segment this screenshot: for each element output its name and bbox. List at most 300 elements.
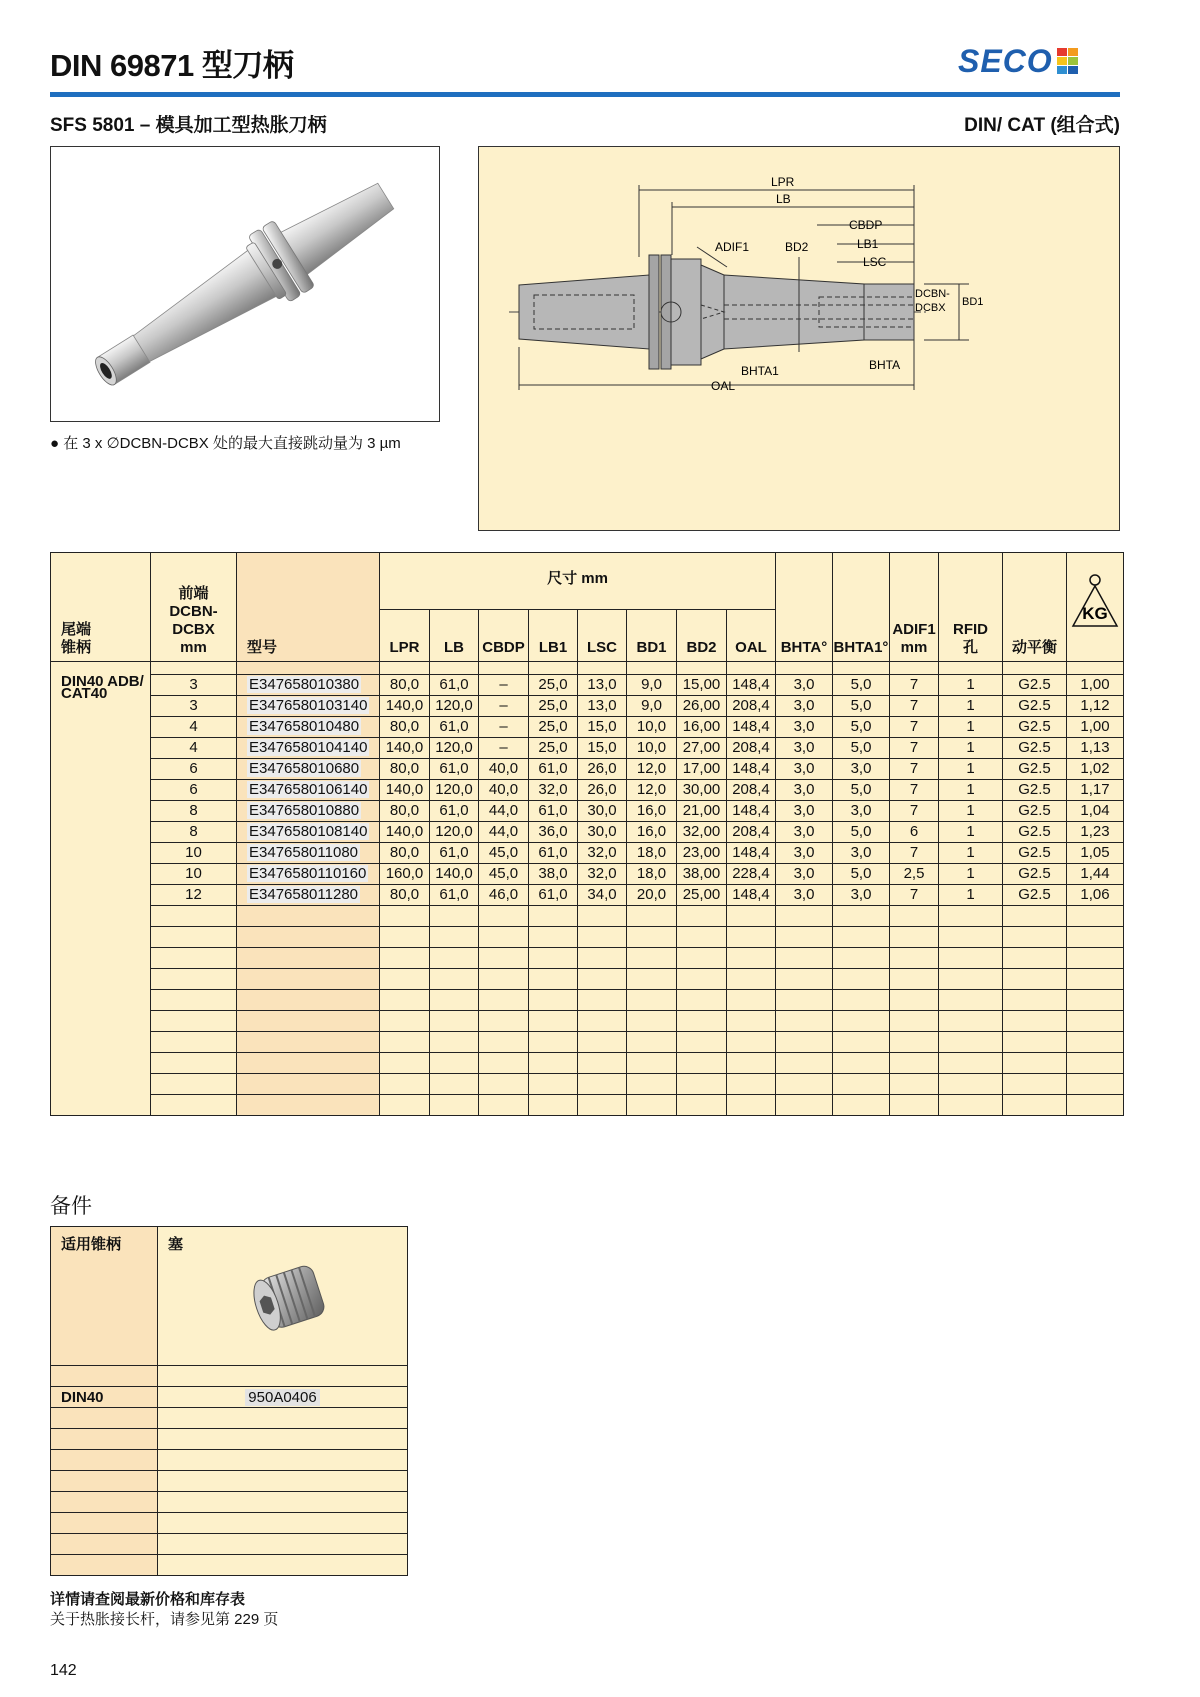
cell-value: 80,0 xyxy=(389,844,420,861)
table-cell xyxy=(890,1032,939,1053)
cell-value: 3,0 xyxy=(850,802,872,819)
table-cell xyxy=(529,948,578,969)
table-cell xyxy=(380,1032,430,1053)
table-cell xyxy=(578,1011,627,1032)
table-cell xyxy=(430,1053,479,1074)
table-cell xyxy=(677,759,727,780)
cell-value: 3 xyxy=(189,697,198,714)
table-cell xyxy=(479,948,529,969)
table-cell xyxy=(833,948,890,969)
model-number-cell xyxy=(237,927,380,948)
table-cell xyxy=(627,990,677,1011)
table-cell xyxy=(677,717,727,738)
table-cell xyxy=(1067,1032,1124,1053)
table-cell xyxy=(151,759,237,780)
table-cell xyxy=(1067,990,1124,1011)
cell-value: 10 xyxy=(185,865,202,882)
model-number-cell xyxy=(237,948,380,969)
empty-cell xyxy=(51,1450,158,1471)
footer-page-reference: 关于热胀接长杆，请参见第 229 页 xyxy=(50,1611,279,1628)
table-row xyxy=(51,675,1124,696)
col-header-rfid xyxy=(939,553,1003,662)
table-row xyxy=(51,696,1124,717)
cell-value: 25,00 xyxy=(682,886,721,903)
table-cell xyxy=(578,1074,627,1095)
table-cell xyxy=(727,1032,776,1053)
table-cell xyxy=(939,948,1003,969)
table-cell xyxy=(151,675,237,696)
cell-value: 5,0 xyxy=(850,823,872,840)
model-number: E347658010680 xyxy=(249,760,360,777)
table-cell xyxy=(380,843,430,864)
table-cell xyxy=(380,822,430,843)
table-cell xyxy=(380,927,430,948)
cell-value: 3,0 xyxy=(793,781,815,798)
table-cell xyxy=(479,990,529,1011)
table-cell xyxy=(1003,1095,1067,1116)
cell-value: G2.5 xyxy=(1018,739,1051,756)
cell-value: 7 xyxy=(909,739,919,756)
table-cell xyxy=(1067,696,1124,717)
cell-value: G2.5 xyxy=(1018,697,1051,714)
empty-cell xyxy=(158,1513,408,1534)
empty-cell xyxy=(529,662,578,675)
cell-value: 1,06 xyxy=(1080,886,1110,903)
cell-value: 61,0 xyxy=(439,760,469,777)
table-cell xyxy=(627,885,677,906)
cell-value: 40,0 xyxy=(488,760,519,777)
table-cell xyxy=(578,990,627,1011)
table-cell xyxy=(1067,717,1124,738)
table-cell xyxy=(430,1074,479,1095)
table-cell xyxy=(776,969,833,990)
empty-cell xyxy=(677,662,727,675)
cell-value: 148,4 xyxy=(732,676,770,693)
table-cell xyxy=(430,801,479,822)
cell-value: 1 xyxy=(966,823,975,840)
table-cell xyxy=(430,990,479,1011)
table-cell xyxy=(833,801,890,822)
table-cell xyxy=(677,696,727,717)
empty-cell xyxy=(776,662,833,675)
table-cell xyxy=(529,843,578,864)
table-cell xyxy=(151,822,237,843)
table-cell xyxy=(776,738,833,759)
technical-drawing xyxy=(478,146,1120,531)
model-number-cell[interactable] xyxy=(237,717,380,738)
col-header-adif1 xyxy=(890,553,939,662)
table-row xyxy=(51,906,1124,927)
cell-value: 23,00 xyxy=(682,844,721,861)
table-cell xyxy=(939,1053,1003,1074)
table-cell xyxy=(677,738,727,759)
cell-value: 140,0 xyxy=(435,865,473,882)
table-row xyxy=(51,738,1124,759)
table-cell xyxy=(627,801,677,822)
table-cell xyxy=(430,927,479,948)
table-cell xyxy=(727,885,776,906)
col-header-model-text: 型号 xyxy=(247,639,278,656)
cell-value: 9,0 xyxy=(641,697,662,714)
table-cell xyxy=(1003,822,1067,843)
table-cell xyxy=(627,1053,677,1074)
table-cell xyxy=(939,675,1003,696)
table-row xyxy=(51,864,1124,885)
table-cell xyxy=(727,864,776,885)
table-cell xyxy=(939,1095,1003,1116)
table-cell xyxy=(1003,1011,1067,1032)
table-cell xyxy=(578,969,627,990)
table-cell xyxy=(939,822,1003,843)
table-cell xyxy=(677,1095,727,1116)
col-header-diameter-text: 前端 DCBN- DCBX mm xyxy=(169,585,218,656)
table-cell xyxy=(627,1095,677,1116)
table-cell xyxy=(479,885,529,906)
cell-value: 30,0 xyxy=(587,823,617,840)
table-cell xyxy=(1067,969,1124,990)
table-cell xyxy=(776,1032,833,1053)
model-number-cell[interactable] xyxy=(237,696,380,717)
table-cell xyxy=(151,1032,237,1053)
table-cell xyxy=(627,738,677,759)
cell-value: 5,0 xyxy=(850,676,872,693)
model-number: E3476580110160 xyxy=(249,865,367,882)
col-header-diameter xyxy=(151,553,237,662)
cell-value: 32,00 xyxy=(682,823,721,840)
acc-part-number: 950A0406 xyxy=(245,1389,319,1406)
table-cell xyxy=(1003,1032,1067,1053)
table-cell xyxy=(479,1074,529,1095)
cell-value: 1,12 xyxy=(1080,697,1110,714)
table-cell xyxy=(833,927,890,948)
table-cell xyxy=(151,927,237,948)
cell-value: 4 xyxy=(189,718,198,735)
model-number-cell xyxy=(237,1074,380,1095)
cell-value: 18,0 xyxy=(636,865,667,882)
model-number-cell[interactable] xyxy=(237,675,380,696)
table-cell xyxy=(890,780,939,801)
table-cell xyxy=(677,843,727,864)
table-cell xyxy=(776,864,833,885)
table-cell xyxy=(727,843,776,864)
shank-type-label: DIN40 ADB/ CAT40 xyxy=(61,673,144,702)
table-cell xyxy=(833,843,890,864)
cell-value: 1,05 xyxy=(1080,844,1110,861)
acc-shank-cell: DIN40 xyxy=(51,1387,158,1408)
cell-value: 8 xyxy=(189,802,198,819)
cell-value: 15,00 xyxy=(682,676,721,693)
table-cell xyxy=(939,759,1003,780)
cell-value: – xyxy=(499,718,508,735)
cell-value: 80,0 xyxy=(389,760,420,777)
table-cell xyxy=(380,864,430,885)
model-number-cell[interactable] xyxy=(237,885,380,906)
table-cell xyxy=(727,1074,776,1095)
cell-value: 3,0 xyxy=(850,760,872,777)
table-cell xyxy=(430,1095,479,1116)
cell-value: 61,0 xyxy=(439,676,469,693)
empty-cell xyxy=(158,1492,408,1513)
cell-value: 32,0 xyxy=(587,844,617,861)
table-cell xyxy=(890,1074,939,1095)
model-number-cell[interactable] xyxy=(237,780,380,801)
table-cell xyxy=(380,1053,430,1074)
table-cell xyxy=(677,1011,727,1032)
table-cell xyxy=(727,1011,776,1032)
model-number-cell[interactable] xyxy=(237,801,380,822)
table-cell xyxy=(677,822,727,843)
col-header-cbdp: CBDP xyxy=(479,609,529,661)
cell-value: 26,00 xyxy=(682,697,721,714)
model-number-cell[interactable] xyxy=(237,864,380,885)
table-cell xyxy=(1003,885,1067,906)
cell-value: 38,00 xyxy=(682,865,721,882)
cell-value: 1 xyxy=(966,739,975,756)
table-cell xyxy=(151,969,237,990)
table-cell xyxy=(727,927,776,948)
cell-value: 9,0 xyxy=(641,676,662,693)
cell-value: 44,0 xyxy=(488,802,519,819)
table-cell xyxy=(151,906,237,927)
cell-value: 44,0 xyxy=(488,823,519,840)
cell-value: 25,0 xyxy=(538,739,568,756)
table-cell xyxy=(776,759,833,780)
table-cell xyxy=(677,864,727,885)
table-cell xyxy=(578,906,627,927)
acc-table-row xyxy=(51,1408,408,1429)
empty-cell xyxy=(51,1534,158,1555)
table-cell xyxy=(939,990,1003,1011)
cell-value: G2.5 xyxy=(1018,886,1051,903)
cell-value: 3,0 xyxy=(793,886,815,903)
empty-cell xyxy=(627,662,677,675)
table-cell xyxy=(1067,948,1124,969)
table-cell xyxy=(578,717,627,738)
table-cell xyxy=(727,696,776,717)
table-cell xyxy=(479,822,529,843)
cell-value: G2.5 xyxy=(1018,718,1051,735)
empty-cell xyxy=(51,1555,158,1576)
table-cell xyxy=(380,801,430,822)
table-cell xyxy=(578,801,627,822)
table-cell xyxy=(578,1095,627,1116)
table-cell xyxy=(627,948,677,969)
cell-value: G2.5 xyxy=(1018,760,1051,777)
diagram-label-lb: LB xyxy=(776,192,791,206)
table-cell xyxy=(677,927,727,948)
col-header-weight xyxy=(1067,553,1124,662)
model-number-cell[interactable] xyxy=(237,738,380,759)
table-cell xyxy=(529,1053,578,1074)
model-number-cell[interactable] xyxy=(237,759,380,780)
table-cell xyxy=(939,738,1003,759)
cell-value: 1 xyxy=(966,802,975,819)
cell-value: 20,0 xyxy=(636,886,667,903)
table-cell xyxy=(380,780,430,801)
table-cell xyxy=(151,696,237,717)
acc-part-cell[interactable] xyxy=(158,1387,408,1408)
table-cell xyxy=(833,1074,890,1095)
table-cell xyxy=(1067,1011,1124,1032)
cell-value: 32,0 xyxy=(538,781,568,798)
table-spacer-row xyxy=(51,662,1124,675)
table-cell xyxy=(529,990,578,1011)
cell-value: 12 xyxy=(185,886,202,903)
diagram-label-bhta: BHTA xyxy=(869,358,901,372)
table-cell xyxy=(677,948,727,969)
cell-value: 38,0 xyxy=(538,865,568,882)
table-cell xyxy=(578,759,627,780)
diagram-label-dcbx: DCBX xyxy=(915,302,946,314)
table-cell xyxy=(380,717,430,738)
cell-value: 3,0 xyxy=(793,760,815,777)
table-cell xyxy=(727,801,776,822)
cell-value: 1 xyxy=(966,865,975,882)
toolholder-image-icon xyxy=(51,147,439,421)
table-cell xyxy=(833,675,890,696)
table-row xyxy=(51,990,1124,1011)
table-cell xyxy=(939,696,1003,717)
table-cell xyxy=(380,906,430,927)
model-number: E347658011080 xyxy=(249,844,358,861)
table-cell xyxy=(627,1074,677,1095)
table-cell xyxy=(578,948,627,969)
empty-cell xyxy=(479,662,529,675)
table-cell xyxy=(677,990,727,1011)
cell-value: 1 xyxy=(966,844,975,861)
table-cell xyxy=(380,675,430,696)
cell-value: 120,0 xyxy=(435,697,473,714)
cell-value: 3,0 xyxy=(850,844,872,861)
table-cell xyxy=(776,696,833,717)
model-number-cell[interactable] xyxy=(237,843,380,864)
cell-value: 46,0 xyxy=(488,886,519,903)
table-cell xyxy=(677,885,727,906)
table-cell xyxy=(430,948,479,969)
table-cell xyxy=(833,696,890,717)
cell-value: 7 xyxy=(909,781,919,798)
table-cell xyxy=(430,675,479,696)
table-cell xyxy=(1067,738,1124,759)
table-cell xyxy=(833,885,890,906)
table-cell xyxy=(479,738,529,759)
table-cell xyxy=(578,1032,627,1053)
cell-value: 80,0 xyxy=(389,718,420,735)
page-number: 142 xyxy=(50,1662,77,1679)
table-cell xyxy=(1067,927,1124,948)
plug-screw-icon xyxy=(244,1258,334,1338)
table-cell xyxy=(890,822,939,843)
cell-value: 32,0 xyxy=(587,865,617,882)
cell-value: 21,00 xyxy=(682,802,721,819)
cell-value: 13,0 xyxy=(587,697,617,714)
table-cell xyxy=(479,717,529,738)
table-cell xyxy=(578,696,627,717)
model-number-cell[interactable] xyxy=(237,822,380,843)
table-cell xyxy=(776,906,833,927)
col-header-bhta: BHTA° xyxy=(776,553,833,662)
table-cell xyxy=(833,738,890,759)
model-number-cell xyxy=(237,969,380,990)
diagram-label-bd1: BD1 xyxy=(962,296,984,308)
cell-value: 140,0 xyxy=(385,781,424,798)
table-cell xyxy=(430,1032,479,1053)
table-cell xyxy=(727,969,776,990)
table-cell xyxy=(151,885,237,906)
cell-value: 148,4 xyxy=(732,886,770,903)
table-cell xyxy=(1003,801,1067,822)
table-cell xyxy=(1003,759,1067,780)
empty-cell xyxy=(727,662,776,675)
table-cell xyxy=(479,1053,529,1074)
table-cell xyxy=(939,864,1003,885)
empty-cell xyxy=(158,1366,408,1387)
empty-cell xyxy=(237,662,380,675)
table-cell xyxy=(890,1095,939,1116)
cell-value: 40,0 xyxy=(488,781,519,798)
cell-value: 8 xyxy=(189,823,198,840)
cell-value: 26,0 xyxy=(587,781,617,798)
table-cell xyxy=(1003,696,1067,717)
table-cell xyxy=(529,759,578,780)
cell-value: 1 xyxy=(966,760,975,777)
header-rule xyxy=(50,92,1120,97)
accessories-title: 备件 xyxy=(50,1195,92,1218)
col-header-balance: 动平衡 xyxy=(1003,553,1067,662)
cell-value: 208,4 xyxy=(732,697,770,714)
cell-value: 1,17 xyxy=(1080,781,1110,798)
table-cell xyxy=(627,906,677,927)
table-cell xyxy=(430,696,479,717)
acc-table-row xyxy=(51,1450,408,1471)
product-type: DIN/ CAT (组合式) xyxy=(964,115,1120,136)
table-cell xyxy=(479,759,529,780)
table-cell xyxy=(727,1095,776,1116)
table-cell xyxy=(627,927,677,948)
model-number: E3476580106140 xyxy=(249,781,368,798)
cell-value: 4 xyxy=(189,739,198,756)
cell-value: 120,0 xyxy=(435,781,473,798)
cell-value: 148,4 xyxy=(732,844,770,861)
cell-value: 61,0 xyxy=(439,844,469,861)
acc-col-header-plug-text: 塞 xyxy=(168,1236,184,1253)
cell-value: 12,0 xyxy=(636,781,667,798)
cell-value: 3,0 xyxy=(793,844,815,861)
table-cell xyxy=(627,969,677,990)
table-cell xyxy=(479,1032,529,1053)
cell-value: 36,0 xyxy=(538,823,568,840)
cell-value: 148,4 xyxy=(732,802,770,819)
table-cell xyxy=(479,696,529,717)
table-cell xyxy=(151,1011,237,1032)
model-number: E347658010380 xyxy=(249,676,360,693)
table-row xyxy=(51,1074,1124,1095)
table-cell xyxy=(776,801,833,822)
table-cell xyxy=(1003,780,1067,801)
shank-type-cell xyxy=(51,662,151,1116)
table-cell xyxy=(529,906,578,927)
table-cell xyxy=(151,843,237,864)
cell-value: 25,0 xyxy=(538,676,568,693)
empty-cell xyxy=(158,1534,408,1555)
cell-value: 120,0 xyxy=(435,739,473,756)
diagram-label-cbdp: CBDP xyxy=(849,218,883,232)
table-cell xyxy=(1067,801,1124,822)
table-cell xyxy=(890,717,939,738)
empty-cell xyxy=(51,1408,158,1429)
col-header-adif1-text: ADIF1 mm xyxy=(892,621,936,656)
cell-value: 16,0 xyxy=(636,823,667,840)
